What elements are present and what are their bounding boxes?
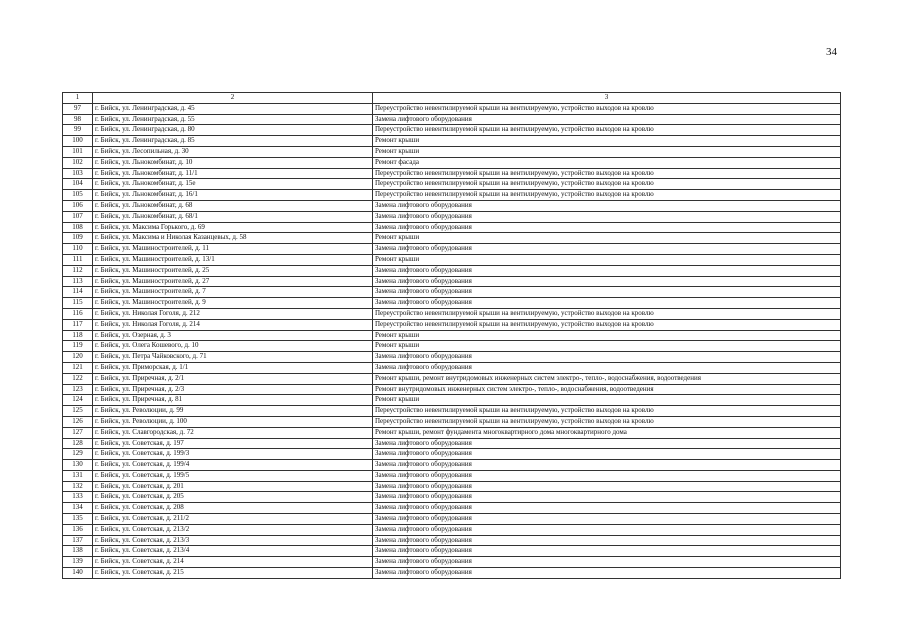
row-work-type: Замена лифтового оборудования [373, 438, 841, 449]
row-number: 139 [63, 557, 93, 568]
table-row [63, 125, 841, 136]
table-row [63, 190, 841, 201]
row-number: 100 [63, 136, 93, 147]
table-row [63, 568, 841, 579]
row-number: 122 [63, 373, 93, 384]
row-work-type: Ремонт крыши [373, 395, 841, 406]
works-table [62, 92, 841, 579]
row-number: 113 [63, 276, 93, 287]
row-work-type: Переустройство невентилируемой крыши на вентилируемую, устройство выходов на кровлю [373, 308, 841, 319]
row-address: г. Бийск, ул. Приречная, д. 81 [93, 395, 373, 406]
row-address: г. Бийск, ул. Советская, д. 213/3 [93, 535, 373, 546]
row-work-type: Переустройство невентилируемой крыши на вентилируемую, устройство выходов на кровлю [373, 416, 841, 427]
row-address: г. Бийск, ул. Ленинградская, д. 45 [93, 103, 373, 114]
row-work-type: Замена лифтового оборудования [373, 352, 841, 363]
row-work-type: Ремонт фасада [373, 157, 841, 168]
table-row [63, 114, 841, 125]
table-row [63, 146, 841, 157]
row-work-type: Переустройство невентилируемой крыши на вентилируемую, устройство выходов на кровлю [373, 103, 841, 114]
row-number: 130 [63, 460, 93, 471]
table-row [63, 384, 841, 395]
row-address: г. Бийск, ул. Максима и Николая Казанцевых, д. 58 [93, 233, 373, 244]
row-number: 102 [63, 157, 93, 168]
row-address: г. Бийск, ул. Машиностроителей, д. 9 [93, 298, 373, 309]
row-number: 127 [63, 427, 93, 438]
row-work-type: Замена лифтового оборудования [373, 557, 841, 568]
table-row [63, 362, 841, 373]
row-work-type: Переустройство невентилируемой крыши на вентилируемую, устройство выходов на кровлю [373, 406, 841, 417]
table-row [63, 254, 841, 265]
table-row [63, 287, 841, 298]
row-address: г. Бийск, ул. Николая Гоголя, д. 214 [93, 319, 373, 330]
row-address: г. Бийск, ул. Революции, д. 100 [93, 416, 373, 427]
table-row [63, 524, 841, 535]
row-number: 124 [63, 395, 93, 406]
row-number: 129 [63, 449, 93, 460]
row-number: 123 [63, 384, 93, 395]
row-work-type: Замена лифтового оборудования [373, 535, 841, 546]
row-address: г. Бийск, ул. Лесопильная, д. 30 [93, 146, 373, 157]
table-row [63, 416, 841, 427]
table-row [63, 557, 841, 568]
header-row [63, 93, 841, 104]
row-address: г. Бийск, ул. Советская, д. 205 [93, 492, 373, 503]
row-number: 135 [63, 514, 93, 525]
row-number: 120 [63, 352, 93, 363]
header-col-address: 2 [93, 93, 373, 104]
row-address: г. Бийск, ул. Советская, д. 213/2 [93, 524, 373, 535]
row-number: 119 [63, 341, 93, 352]
row-number: 106 [63, 200, 93, 211]
row-address: г. Бийск, ул. Машиностроителей, д. 27 [93, 276, 373, 287]
row-number: 134 [63, 503, 93, 514]
row-work-type: Замена лифтового оборудования [373, 265, 841, 276]
row-number: 125 [63, 406, 93, 417]
row-work-type: Переустройство невентилируемой крыши на вентилируемую, устройство выходов на кровлю [373, 179, 841, 190]
page-number: 34 [826, 46, 837, 58]
row-address: г. Бийск, ул. Машиностроителей, д. 7 [93, 287, 373, 298]
row-work-type: Ремонт крыши [373, 136, 841, 147]
row-work-type: Замена лифтового оборудования [373, 244, 841, 255]
row-address: г. Бийск, ул. Озерная, д. 3 [93, 330, 373, 341]
row-work-type: Ремонт крыши [373, 254, 841, 265]
row-number: 126 [63, 416, 93, 427]
table-row [63, 265, 841, 276]
table-row [63, 276, 841, 287]
row-address: г. Бийск, ул. Приморская, д. 1/1 [93, 362, 373, 373]
row-work-type: Замена лифтового оборудования [373, 514, 841, 525]
row-number: 108 [63, 222, 93, 233]
table-row [63, 319, 841, 330]
row-address: г. Бийск, ул. Олега Кошевого, д. 10 [93, 341, 373, 352]
row-work-type: Замена лифтового оборудования [373, 481, 841, 492]
row-work-type: Замена лифтового оборудования [373, 568, 841, 579]
row-work-type: Замена лифтового оборудования [373, 524, 841, 535]
row-work-type: Ремонт крыши [373, 341, 841, 352]
table-row [63, 546, 841, 557]
table-row [63, 406, 841, 417]
row-address: г. Бийск, ул. Советская, д. 199/4 [93, 460, 373, 471]
table-row [63, 470, 841, 481]
row-work-type: Замена лифтового оборудования [373, 362, 841, 373]
row-address: г. Бийск, ул. Максима Горького, д. 69 [93, 222, 373, 233]
row-number: 137 [63, 535, 93, 546]
row-address: г. Бийск, ул. Льнокомбинат, д. 10 [93, 157, 373, 168]
table-row [63, 427, 841, 438]
table-row [63, 233, 841, 244]
row-number: 109 [63, 233, 93, 244]
row-number: 101 [63, 146, 93, 157]
row-work-type: Замена лифтового оборудования [373, 200, 841, 211]
table-row [63, 103, 841, 114]
table-body [63, 103, 841, 578]
row-number: 112 [63, 265, 93, 276]
table-row [63, 179, 841, 190]
row-work-type: Ремонт крыши [373, 233, 841, 244]
row-address: г. Бийск, ул. Советская, д. 201 [93, 481, 373, 492]
row-address: г. Бийск, ул. Ленинградская, д. 80 [93, 125, 373, 136]
row-address: г. Бийск, ул. Советская, д. 211/2 [93, 514, 373, 525]
row-address: г. Бийск, ул. Николая Гоголя, д. 212 [93, 308, 373, 319]
row-number: 117 [63, 319, 93, 330]
row-work-type: Ремонт крыши [373, 146, 841, 157]
table-row [63, 535, 841, 546]
row-work-type: Замена лифтового оборудования [373, 503, 841, 514]
table-row [63, 308, 841, 319]
row-work-type: Замена лифтового оборудования [373, 460, 841, 471]
table-row [63, 200, 841, 211]
row-number: 140 [63, 568, 93, 579]
row-number: 104 [63, 179, 93, 190]
row-number: 103 [63, 168, 93, 179]
row-work-type: Переустройство невентилируемой крыши на вентилируемую, устройство выходов на кровлю [373, 168, 841, 179]
row-number: 105 [63, 190, 93, 201]
row-number: 121 [63, 362, 93, 373]
row-address: г. Бийск, ул. Льнокомбинат, д. 68/1 [93, 211, 373, 222]
table-row [63, 514, 841, 525]
table-row [63, 373, 841, 384]
row-work-type: Замена лифтового оборудования [373, 492, 841, 503]
row-number: 133 [63, 492, 93, 503]
row-number: 118 [63, 330, 93, 341]
row-number: 111 [63, 254, 93, 265]
row-number: 115 [63, 298, 93, 309]
row-address: г. Бийск, ул. Советская, д. 199/5 [93, 470, 373, 481]
table-row [63, 222, 841, 233]
row-address: г. Бийск, ул. Машиностроителей, д. 11 [93, 244, 373, 255]
row-number: 97 [63, 103, 93, 114]
table-row [63, 211, 841, 222]
row-address: г. Бийск, ул. Революции, д. 99 [93, 406, 373, 417]
table-row [63, 136, 841, 147]
row-work-type: Переустройство невентилируемой крыши на вентилируемую, устройство выходов на кровлю [373, 319, 841, 330]
row-address: г. Бийск, ул. Машиностроителей, д. 13/1 [93, 254, 373, 265]
row-number: 132 [63, 481, 93, 492]
row-address: г. Бийск, ул. Советская, д. 214 [93, 557, 373, 568]
row-work-type: Замена лифтового оборудования [373, 470, 841, 481]
row-address: г. Бийск, ул. Льнокомбинат, д. 16/1 [93, 190, 373, 201]
row-number: 107 [63, 211, 93, 222]
table-row [63, 168, 841, 179]
row-work-type: Замена лифтового оборудования [373, 546, 841, 557]
row-number: 138 [63, 546, 93, 557]
header-col-number: 1 [63, 93, 93, 104]
row-work-type: Ремонт внутридомовых инженерных систем электро-, тепло-, водоснабжения, водоотведения [373, 384, 841, 395]
table-row [63, 298, 841, 309]
table-header [63, 93, 841, 104]
table-row [63, 395, 841, 406]
row-work-type: Замена лифтового оборудования [373, 222, 841, 233]
row-address: г. Бийск, ул. Льнокомбинат, д. 15е [93, 179, 373, 190]
table-row [63, 460, 841, 471]
row-work-type: Ремонт крыши [373, 330, 841, 341]
row-work-type: Ремонт крыши, ремонт внутридомовых инженерных систем электро-, тепло-, водоснабжения, водоотведения [373, 373, 841, 384]
row-work-type: Ремонт крыши, ремонт фундамента многоквартирного дома многоквартирного дома [373, 427, 841, 438]
row-address: г. Бийск, ул. Льнокомбинат, д. 11/1 [93, 168, 373, 179]
row-address: г. Бийск, ул. Славгородская, д. 72 [93, 427, 373, 438]
row-address: г. Бийск, ул. Машиностроителей, д. 25 [93, 265, 373, 276]
row-number: 110 [63, 244, 93, 255]
row-address: г. Бийск, ул. Приречная, д. 2/3 [93, 384, 373, 395]
header-col-work-type: 3 [373, 93, 841, 104]
table-row [63, 244, 841, 255]
row-address: г. Бийск, ул. Приречная, д. 2/1 [93, 373, 373, 384]
table-row [63, 481, 841, 492]
row-work-type: Замена лифтового оборудования [373, 211, 841, 222]
row-number: 128 [63, 438, 93, 449]
row-number: 98 [63, 114, 93, 125]
table-row [63, 503, 841, 514]
row-address: г. Бийск, ул. Ленинградская, д. 55 [93, 114, 373, 125]
table-row [63, 438, 841, 449]
row-address: г. Бийск, ул. Советская, д. 197 [93, 438, 373, 449]
row-work-type: Замена лифтового оборудования [373, 298, 841, 309]
row-address: г. Бийск, ул. Советская, д. 199/3 [93, 449, 373, 460]
table-row [63, 341, 841, 352]
row-work-type: Замена лифтового оборудования [373, 449, 841, 460]
row-address: г. Бийск, ул. Советская, д. 215 [93, 568, 373, 579]
row-work-type: Замена лифтового оборудования [373, 114, 841, 125]
row-work-type: Замена лифтового оборудования [373, 276, 841, 287]
row-number: 99 [63, 125, 93, 136]
table-row [63, 352, 841, 363]
table-row [63, 157, 841, 168]
row-number: 136 [63, 524, 93, 535]
row-address: г. Бийск, ул. Советская, д. 208 [93, 503, 373, 514]
table-row [63, 449, 841, 460]
row-work-type: Переустройство невентилируемой крыши на вентилируемую, устройство выходов на кровлю [373, 190, 841, 201]
row-work-type: Переустройство невентилируемой крыши на вентилируемую, устройство выходов на кровлю [373, 125, 841, 136]
row-number: 131 [63, 470, 93, 481]
row-address: г. Бийск, ул. Советская, д. 213/4 [93, 546, 373, 557]
row-address: г. Бийск, ул. Петра Чайковского, д. 71 [93, 352, 373, 363]
row-number: 116 [63, 308, 93, 319]
table-row [63, 330, 841, 341]
row-address: г. Бийск, ул. Льнокомбинат, д. 68 [93, 200, 373, 211]
table-row [63, 492, 841, 503]
row-work-type: Замена лифтового оборудования [373, 287, 841, 298]
row-number: 114 [63, 287, 93, 298]
row-address: г. Бийск, ул. Ленинградская, д. 85 [93, 136, 373, 147]
